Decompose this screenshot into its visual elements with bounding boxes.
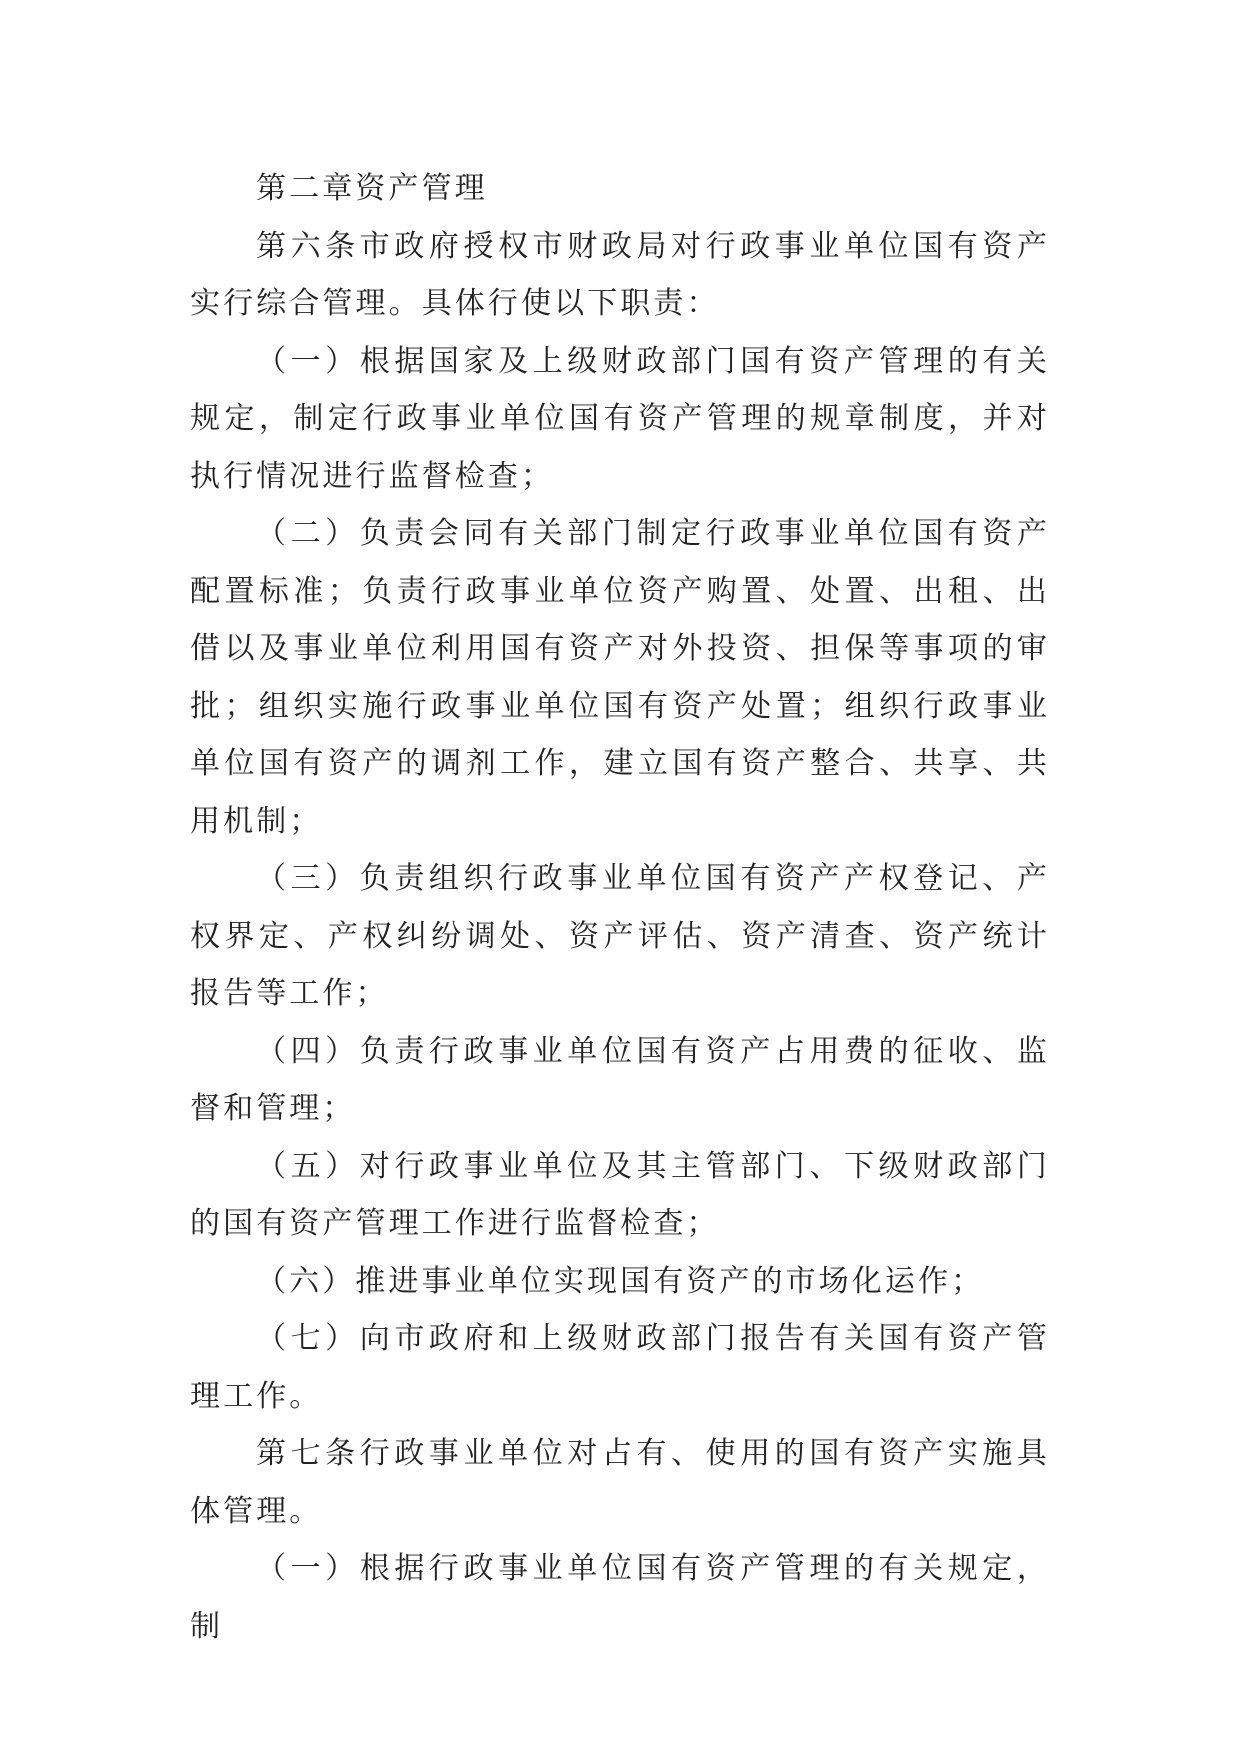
article-6-item-6: （六）推进事业单位实现国有资产的市场化运作； (256, 1263, 985, 1299)
article-7-paragraph: 第七条行政事业单位对占有、使用的国有资产实施具体管理。 (190, 1436, 1050, 1529)
article-6-item-2: （二）负责会同有关部门制定行政事业单位国有资产配置标准；负责行政事业单位资产购置、处置、出租、出借以及事业单位利用国有资产对外投资、担保等事项的审批；组织实施行政事业单位国有资产处置；组织行政事业单位国有资产的调剂工作，建立国有资产整合、共享、共用机制； (190, 516, 1050, 839)
article-6-paragraph: 第六条市政府授权市财政局对行政事业单位国有资产实行综合管理。具体行使以下职责： (190, 228, 1050, 321)
chapter-heading: 第二章资产管理 (256, 171, 488, 206)
document-page (190, 160, 1050, 1655)
article-6-item-4: （四）负责行政事业单位国有资产占用费的征收、监督和管理； (190, 1033, 1050, 1126)
article-7-item-1: （一）根据行政事业单位国有资产管理的有关规定，制 (190, 1551, 1050, 1644)
article-6-item-1: （一）根据国家及上级财政部门国有资产管理的有关规定，制定行政事业单位国有资产管理的规章制度，并对执行情况进行监督检查； (190, 343, 1050, 494)
article-6-item-7: （七）向市政府和上级财政部门报告有关国有资产管理工作。 (190, 1321, 1050, 1414)
article-6-item-5: （五）对行政事业单位及其主管部门、下级财政部门的国有资产管理工作进行监督检查； (190, 1148, 1050, 1241)
article-6-item-3: （三）负责组织行政事业单位国有资产产权登记、产权界定、产权纠纷调处、资产评估、资产清查、资产统计报告等工作； (190, 861, 1050, 1011)
